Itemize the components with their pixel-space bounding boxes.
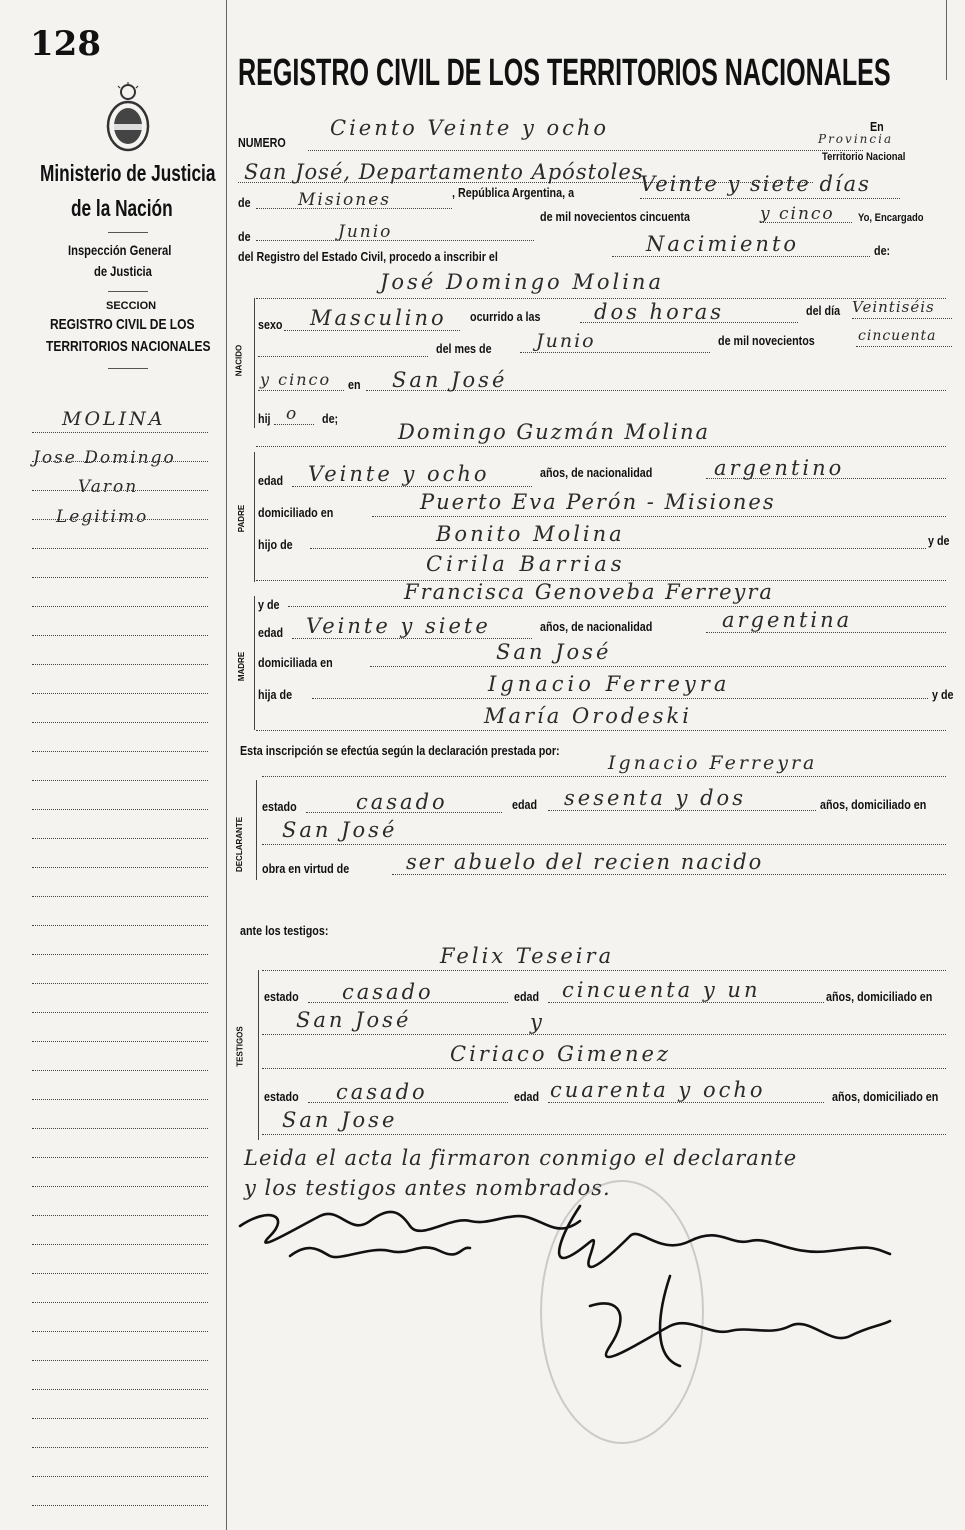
label-de-colon: de:: [874, 244, 891, 258]
inspeccion-2: de Justicia: [94, 263, 152, 279]
value-t2-nombre: Ciriaco Gimenez: [450, 1042, 671, 1066]
label-decl-dom: años, domiciliado en: [820, 798, 927, 812]
label-ocurrido: ocurrido a las: [470, 310, 541, 324]
label-encargado: Yo, Encargado: [858, 212, 924, 224]
margin-rule: [32, 1157, 208, 1158]
value-t1-edad: cincuenta y un: [562, 978, 761, 1002]
label-sexo: sexo: [258, 318, 283, 332]
margin-rule: [32, 548, 208, 549]
value-lugar-nac: San José: [392, 368, 508, 392]
value-t2-edad: cuarenta y ocho: [550, 1078, 766, 1102]
label-madre-nac: años, de nacionalidad: [540, 620, 653, 634]
signatures: [230, 1196, 930, 1386]
margin-rule: [32, 954, 208, 955]
value-t-y: y: [530, 1010, 545, 1034]
value-dia: Veintiséis: [852, 298, 935, 316]
ministry-title-2: de la Nación: [71, 195, 173, 221]
margin-rule: [32, 1302, 208, 1303]
value-hij: o: [286, 404, 299, 424]
label-mil: de mil novecientos cincuenta: [540, 210, 690, 224]
margin-rule: [32, 1186, 208, 1187]
margin-rule: [32, 925, 208, 926]
value-padre-edad: Veinte y ocho: [308, 462, 490, 486]
value-acto: Nacimiento: [646, 232, 800, 256]
label-t2-dom: años, domiciliado en: [832, 1090, 939, 1104]
label-obra: obra en virtud de: [262, 862, 350, 876]
coat-of-arms: [100, 82, 156, 154]
margin-rule: [32, 1070, 208, 1071]
margin-rule: [32, 722, 208, 723]
label-declaracion: Esta inscripción se efectúa según la declaración prestada por:: [240, 744, 560, 758]
margin-rule: [32, 1244, 208, 1245]
value-hora: dos horas: [594, 300, 725, 324]
margin-rule: [32, 1041, 208, 1042]
label-y-de-2: y de: [258, 598, 280, 612]
value-nombre: José Domingo Molina: [380, 270, 664, 294]
label-registro-estado: del Registro del Estado Civil, procedo a inscribir el: [238, 250, 498, 264]
value-declarante: Ignacio Ferreyra: [608, 752, 818, 774]
value-decl-obra: ser abuelo del recien nacido: [406, 850, 764, 874]
margin-rule: [32, 809, 208, 810]
value-madre-padre: Ignacio Ferreyra: [488, 672, 731, 696]
label-t1-estado: estado: [264, 990, 299, 1004]
label-mil-2: de mil novecientos: [718, 334, 815, 348]
margin-rule: [32, 577, 208, 578]
label-padre-dom: domiciliado en: [258, 506, 334, 520]
margin-rule: [32, 1099, 208, 1100]
label-de-3: de;: [322, 412, 339, 426]
label-madre-edad: edad: [258, 626, 284, 640]
value-t2-dom: San Jose: [282, 1108, 398, 1132]
margin-rule: [32, 1012, 208, 1013]
label-numero: NUMERO: [238, 136, 286, 150]
divider-3: [108, 368, 148, 369]
registro-2: TERRITORIOS NACIONALES: [46, 338, 211, 355]
document-title: REGISTRO CIVIL DE LOS TERRITORIOS NACIONALES: [238, 52, 891, 94]
margin-note-surname: MOLINA: [62, 408, 166, 430]
value-madre-nombre: Francisca Genoveba Ferreyra: [404, 580, 774, 604]
value-padre-padre: Bonito Molina: [436, 522, 625, 546]
margin-rule: [32, 1505, 208, 1506]
label-testigos: ante los testigos:: [240, 924, 329, 938]
label-padre-nac: años, de nacionalidad: [540, 466, 653, 480]
margin-rule: [32, 693, 208, 694]
value-decl-edad: sesenta y dos: [564, 786, 746, 810]
value-t2-estado: casado: [336, 1080, 428, 1104]
margin-rule: [32, 519, 208, 520]
value-fecha: Veinte y siete días: [640, 172, 871, 196]
registro-1: REGISTRO CIVIL DE LOS: [50, 316, 195, 333]
label-padre-edad: edad: [258, 474, 284, 488]
value-madre-edad: Veinte y siete: [306, 614, 491, 638]
label-padre: PADRE: [237, 504, 247, 533]
value-padre-madre: Cirila Barrias: [426, 552, 626, 576]
margin-rule: [32, 432, 208, 433]
closing-line-1: Leida el acta la firmaron conmigo el declarante: [244, 1146, 798, 1170]
label-y-de-3: y de: [932, 688, 954, 702]
margin-rule: [32, 490, 208, 491]
margin-rule: [32, 1418, 208, 1419]
label-hija-de: hija de: [258, 688, 293, 702]
divider-1: [108, 232, 148, 233]
value-place: San José, Departamento Apóstoles: [244, 160, 644, 184]
label-declarante: DECLARANTE: [235, 816, 245, 873]
value-mes: Junio: [338, 222, 393, 242]
margin-note-status: Legitimo: [56, 507, 149, 527]
column-rule: [226, 0, 227, 1530]
margin-rule: [32, 1389, 208, 1390]
margin-rule: [32, 1447, 208, 1448]
label-territorio: Territorio Nacional: [822, 151, 906, 163]
divider-2: [108, 291, 148, 292]
margin-rule: [32, 751, 208, 752]
seccion: SECCION: [106, 300, 157, 312]
value-anio: y cinco: [760, 204, 835, 224]
margin-rule: [32, 896, 208, 897]
label-nacido: NACIDO: [234, 344, 244, 377]
margin-rule: [32, 606, 208, 607]
closing-line-2: y los testigos antes nombrados.: [244, 1176, 611, 1200]
value-sexo: Masculino: [310, 306, 447, 330]
value-padre-nombre: Domingo Guzmán Molina: [398, 420, 711, 444]
value-anio-nac-2: y cinco: [260, 370, 332, 389]
label-t1-edad: edad: [514, 990, 540, 1004]
margin-rule: [32, 461, 208, 462]
value-madre-madre: María Orodeski: [484, 704, 692, 728]
label-del-dia: del día: [806, 304, 841, 318]
right-rule: [946, 0, 947, 80]
value-padre-dom: Puerto Eva Perón - Misiones: [420, 490, 776, 514]
label-hij: hij: [258, 412, 271, 426]
margin-rule: [32, 1331, 208, 1332]
margin-rule: [32, 635, 208, 636]
label-en-2: en: [348, 378, 361, 392]
label-testigos-v: TESTIGOS: [235, 1026, 245, 1067]
value-t1-estado: casado: [342, 980, 434, 1004]
label-provincia: Provincia: [818, 132, 894, 146]
ministry-title-1: Ministerio de Justicia: [40, 160, 216, 186]
margin-rule: [32, 780, 208, 781]
value-decl-dom: San José: [282, 818, 398, 842]
margin-rule: [32, 1360, 208, 1361]
label-madre-dom: domiciliada en: [258, 656, 333, 670]
value-padre-nac: argentino: [714, 456, 845, 480]
label-madre: MADRE: [237, 651, 247, 682]
margin-note-name: Jose Domingo: [33, 448, 176, 468]
label-de-1: de: [238, 196, 251, 210]
label-decl-estado: estado: [262, 800, 297, 814]
label-en: En: [870, 120, 884, 134]
margin-rule: [32, 1128, 208, 1129]
value-t1-dom: San José: [296, 1008, 412, 1032]
label-decl-edad: edad: [512, 798, 538, 812]
margin-rule: [32, 838, 208, 839]
value-madre-dom: San José: [496, 640, 612, 664]
label-hijo-de: hijo de: [258, 538, 293, 552]
label-t2-edad: edad: [514, 1090, 540, 1104]
value-mes-nac: Junio: [536, 330, 596, 352]
margin-rule: [32, 1273, 208, 1274]
label-republica: , República Argentina, a: [452, 186, 575, 200]
margin-rule: [32, 1215, 208, 1216]
margin-rule: [32, 867, 208, 868]
margin-rule: [32, 1476, 208, 1477]
value-numero: Ciento Veinte y ocho: [330, 116, 610, 140]
value-territorio: Misiones: [298, 190, 391, 210]
inspeccion-1: Inspección General: [68, 242, 172, 258]
margin-rule: [32, 983, 208, 984]
label-de-2: de: [238, 230, 251, 244]
value-decl-estado: casado: [356, 790, 448, 814]
label-del-mes: del mes de: [436, 342, 492, 356]
label-t2-estado: estado: [264, 1090, 299, 1104]
margin-note-sex: Varon: [78, 477, 139, 497]
label-y-de: y de: [928, 534, 950, 548]
page-number: 128: [30, 24, 101, 64]
margin-rule: [32, 664, 208, 665]
label-t1-dom: años, domiciliado en: [826, 990, 933, 1004]
value-anio-nac: cincuenta: [858, 328, 937, 344]
value-t1-nombre: Felix Teseira: [440, 944, 615, 968]
value-madre-nac: argentina: [722, 608, 853, 632]
